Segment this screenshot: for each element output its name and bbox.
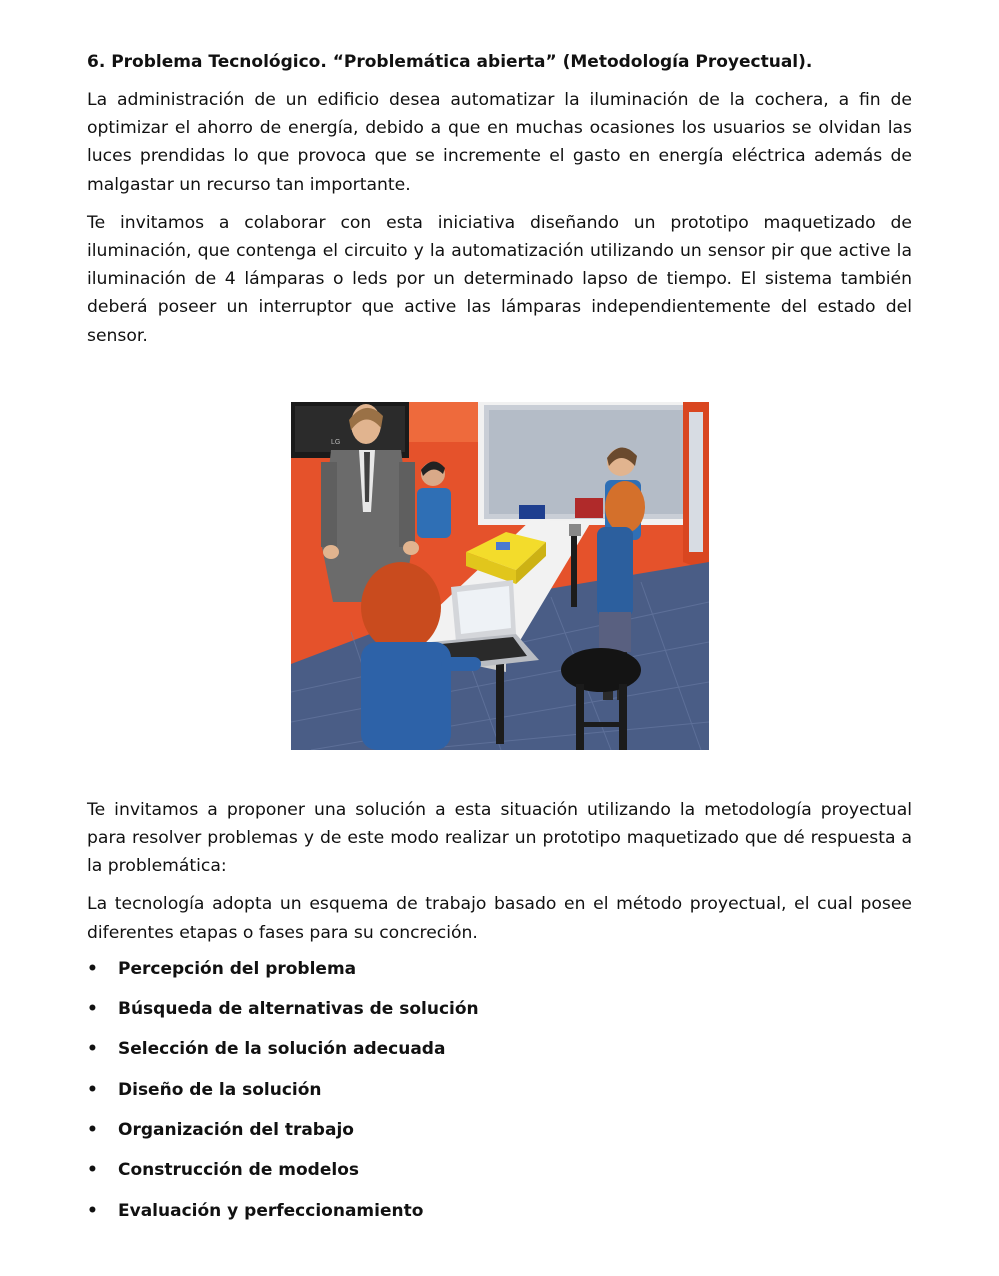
list-item: • Percepción del problema xyxy=(87,957,912,981)
list-item: • Búsqueda de alternativas de solución xyxy=(87,997,912,1021)
classroom-illustration xyxy=(291,402,709,750)
list-item: • Selección de la solución adecuada xyxy=(87,1037,912,1061)
section-heading: 6. Problema Tecnológico. “Problemática abierta” (Metodología Proyectual). xyxy=(87,52,813,72)
list-item: • Diseño de la solución xyxy=(87,1078,912,1102)
tv-brand-label: LG xyxy=(330,438,340,446)
list-item: • Construcción de modelos xyxy=(87,1158,912,1182)
list-item: • Organización del trabajo xyxy=(87,1118,912,1142)
invitation-paragraph: Te invitamos a colaborar con esta iniciativa diseñando un prototipo maquetizado de iluminación, que contenga el circuito y la automatización utilizando un sensor pir que active la iluminación de 4 lámparas o leds por un determinado lapso de tiempo. El sistema también deberá poseer un interruptor que active las lámparas independientemente del estado del sensor. xyxy=(87,212,912,346)
document-page xyxy=(87,48,912,1239)
intro-paragraph: La administración de un edificio desea automatizar la iluminación de la cochera, a fin de optimizar el ahorro de energía, debido a que en muchas ocasiones los usuarios se olvidan las luces prendidas lo que provoca que se incremente el gasto en energía eléctrica además de malgastar un recurso tan importante. xyxy=(87,90,912,195)
proposal-paragraph: Te invitamos a proponer una solución a esta situación utilizando la metodología proyectual para resolver problemas y de este modo realizar un prototipo maquetizado que dé respuesta a la problemática: xyxy=(87,799,912,877)
methodology-paragraph: La tecnología adopta un esquema de trabajo basado en el método proyectual, el cual posee diferentes etapas o fases para su concreción. xyxy=(87,894,912,943)
list-item: • Evaluación y perfeccionamiento xyxy=(87,1199,912,1223)
methodology-steps-list xyxy=(87,957,912,1223)
classroom-scene xyxy=(291,402,709,750)
